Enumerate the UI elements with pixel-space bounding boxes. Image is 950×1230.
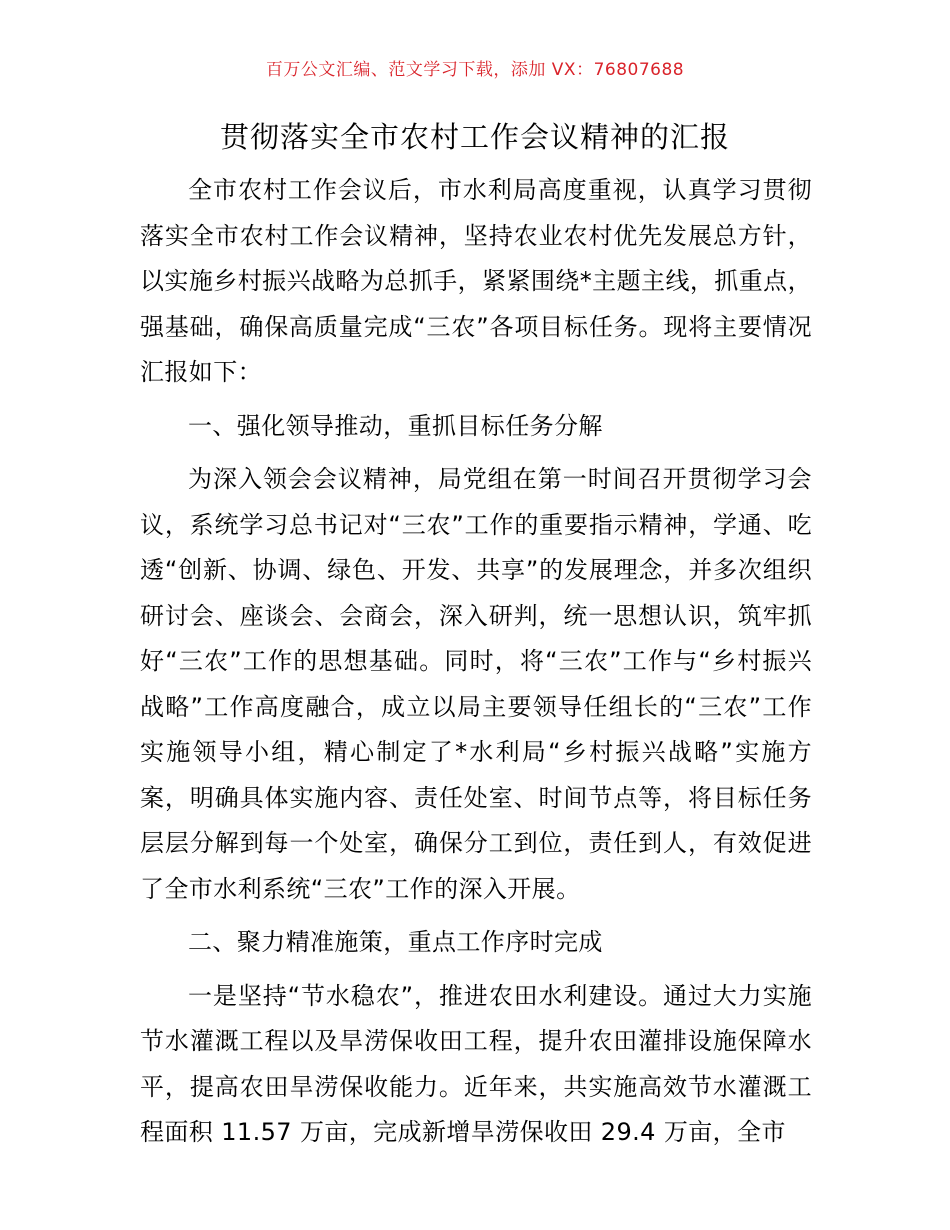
header-note: 百万公文汇编、范文学习下载，添加 VX：76807688 xyxy=(265,60,685,80)
section-heading-2: 二、聚力精准施策，重点工作序时完成 xyxy=(188,928,603,956)
intro-paragraph: 全市农村工作会议后，市水利局高度重视，认真学习贯彻落实全市农村工作会议精神，坚持农业农村优先发展总方针，以实施乡村振兴战略为总抓手，紧紧围绕*主题主线，抓重点，强基础，确保高质量完成“三农”各项目标任务。现将主要情况汇报如下： xyxy=(140,176,812,386)
document-title: 贯彻落实全市农村工作会议精神的汇报 xyxy=(219,120,730,154)
document-body xyxy=(140,168,812,1156)
section-2-paragraph: 一是坚持“节水稳农”，推进农田水利建设。通过大力实施节水灌溉工程以及旱涝保收田工程，提升农田灌排设施保障水平，提高农田旱涝保收能力。近年来，共实施高效节水灌溉工程面积 11.57 万亩，完成新增旱涝保收田 29.4 万亩，全市 xyxy=(140,981,812,1146)
section-heading-1: 一、强化领导推动，重抓目标任务分解 xyxy=(188,411,603,440)
section-1-paragraph: 为深入领会会议精神，局党组在第一时间召开贯彻学习会议，系统学习总书记对“三农”工作的重要指示精神，学通、吃透“创新、协调、绿色、开发、共享”的发展理念，并多次组织研讨会、座谈会、会商会，深入研判，统一思想认识，筑牢抓好“三农”工作的思想基础。同时，将“三农”工作与“乡村振兴战略”工作高度融合，成立以局主要领导任组长的“三农”工作实施领导小组，精心制定了*水利局“乡村振兴战略”实施方案，明确具体实施内容、责任处室、时间节点等，将目标任务层层分解到每一个处室，确保分工到位，责任到人，有效促进了全市水利系统“三农”工作的深入开展。 xyxy=(140,465,812,903)
